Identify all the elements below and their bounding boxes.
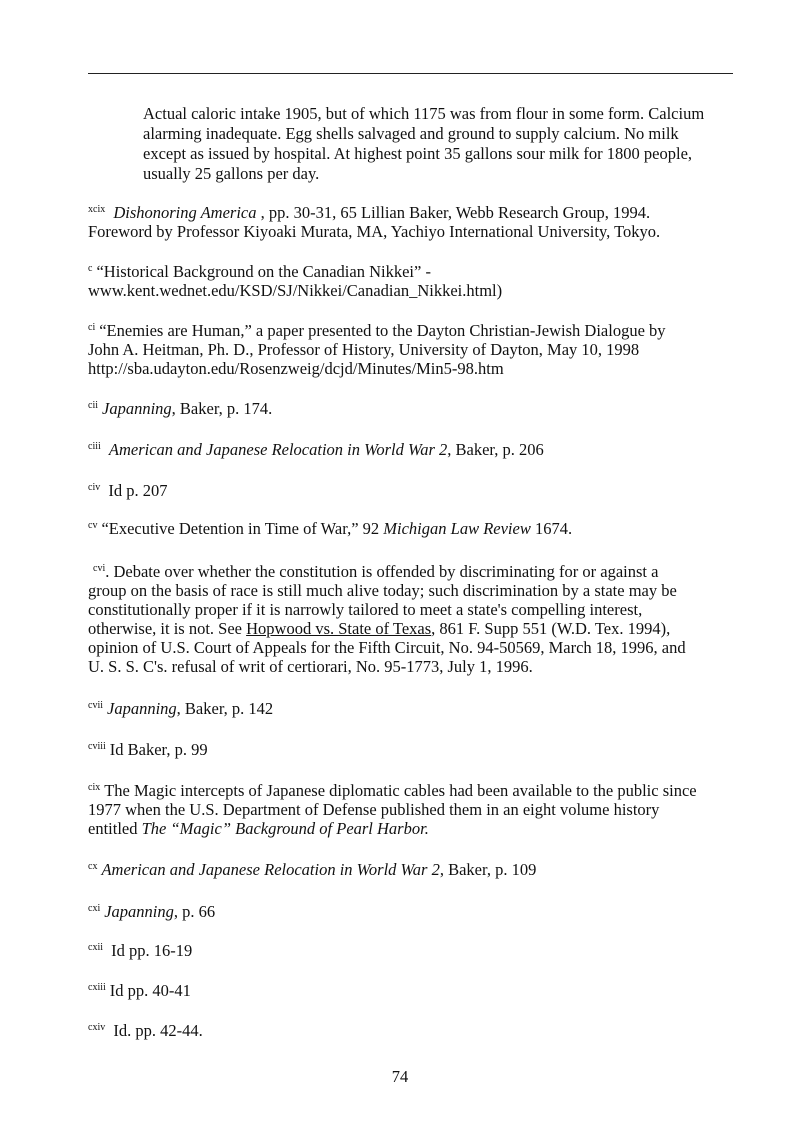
endnote-marker: ciii: [88, 441, 101, 452]
endnote-marker: xcix: [88, 204, 106, 215]
endnote-title: Michigan Law Review: [383, 519, 531, 538]
endnote-cvi: [88, 562, 733, 676]
endnote-text: “Historical Background on the Canadian Nikkei” -: [96, 262, 431, 281]
endnote-text: The Magic intercepts of Japanese diplomatic cables had been available to the public since: [104, 781, 697, 800]
case-citation: Hopwood vs. State of Texas: [246, 619, 432, 638]
endnote-text: 1674.: [530, 519, 573, 538]
endnote-text: opinion of U.S. Court of Appeals for the Fifth Circuit, No. 94-50569, March 18, 1996, and: [88, 638, 686, 657]
endnote-marker: c: [88, 263, 93, 274]
endnote-marker: cxii: [88, 942, 103, 953]
endnote-marker: cv: [88, 520, 98, 531]
endnote-marker: cviii: [88, 741, 106, 752]
endnote-text: otherwise, it is not. See: [88, 619, 247, 638]
endnote-cx: [88, 860, 733, 879]
endnote-text: , Baker, p. 142: [176, 699, 274, 718]
endnote-text: Id Baker, p. 99: [109, 740, 208, 759]
endnote-cxi: [88, 902, 733, 921]
endnote-marker: cvii: [88, 700, 103, 711]
endnote-text: “Executive Detention in Time of War,” 92: [101, 519, 384, 538]
endnote-text: entitled: [88, 819, 142, 838]
endnote-text: 1977 when the U.S. Department of Defense published them in an eight volume history: [88, 800, 660, 819]
endnote-text: “Enemies are Human,” a paper presented to the Dayton Christian-Jewish Dialogue by: [99, 321, 666, 340]
endnote-text: Id pp. 40-41: [109, 981, 191, 1000]
endnote-cix: [88, 781, 733, 838]
endnote-title: The “Magic” Background of Pearl Harbor.: [141, 819, 429, 838]
endnote-marker: cxi: [88, 903, 101, 914]
endnote-title: American and Japanese Relocation in World War 2: [101, 860, 440, 879]
endnote-text: John A. Heitman, Ph. D., Professor of History, University of Dayton, May 10, 1998: [88, 340, 640, 359]
endnote-marker: cxiii: [88, 982, 106, 993]
endnote-civ: [88, 481, 733, 500]
endnote-ci: [88, 321, 733, 378]
endnote-text: Id. pp. 42-44.: [113, 1021, 203, 1040]
endnote-marker: cvi: [93, 563, 106, 574]
endnote-text: . Debate over whether the constitution is offended by discriminating for or against a: [105, 562, 659, 581]
endnote-text: Id p. 207: [108, 481, 168, 500]
endnote-marker: civ: [88, 482, 101, 493]
endnote-cii: [88, 399, 733, 418]
endnote-text: Id pp. 16-19: [111, 941, 193, 960]
endnote-text: , 861 F. Supp 551 (W.D. Tex. 1994),: [431, 619, 671, 638]
endnote-text: , Baker, p. 174.: [171, 399, 273, 418]
endnote-title: Japanning: [104, 902, 174, 921]
endnote-text: U. S. S. C's. refusal of writ of certiorari, No. 95-1773, July 1, 1996.: [88, 657, 533, 676]
endnote-cxii: [88, 941, 733, 960]
endnote-title: Japanning: [107, 699, 177, 718]
endnote-marker: cxiv: [88, 1022, 106, 1033]
endnote-title: Dishonoring America: [113, 203, 257, 222]
endnote-cviii: [88, 740, 733, 759]
endnote-marker: cx: [88, 861, 98, 872]
quote-line: except as issued by hospital. At highest point 35 gallons sour milk for 1800 people,: [143, 144, 693, 163]
endnote-text: , Baker, p. 206: [447, 440, 544, 459]
quote-line: usually 25 gallons per day.: [143, 164, 320, 183]
endnote-title: Japanning: [102, 399, 172, 418]
endnote-title: American and Japanese Relocation in World War 2: [108, 440, 448, 459]
endnote-text: www.kent.wednet.edu/KSD/SJ/Nikkei/Canadian_Nikkei.html): [88, 281, 503, 300]
endnote-text: , pp. 30-31, 65 Lillian Baker, Webb Research Group, 1994.: [256, 203, 651, 222]
endnote-marker: cix: [88, 782, 101, 793]
endnote-text: Foreword by Professor Kiyoaki Murata, MA, Yachiyo International University, Tokyo.: [88, 222, 661, 241]
endnote-url: http://sba.udayton.edu/Rosenzweig/dcjd/Minutes/Min5-98.htm: [88, 359, 504, 378]
endnote-ciii: [88, 440, 733, 459]
endnote-text: constitutionally proper if it is narrowly tailored to meet a state's compelling interest,: [88, 600, 643, 619]
quote-line: Actual caloric intake 1905, but of which 1175 was from flour in some form. Calcium: [143, 104, 705, 123]
endnote-marker: ci: [88, 322, 96, 333]
endnote-cv: [88, 519, 733, 538]
top-rule: [88, 73, 733, 74]
endnote-text: group on the basis of race is still much alive today; such discrimination by a state may be: [88, 581, 677, 600]
endnote-cvii: [88, 699, 733, 718]
quote-line: alarming inadequate. Egg shells salvaged and ground to supply calcium. No milk: [143, 124, 679, 143]
endnote-xcix: [88, 203, 733, 241]
quoted-passage: [143, 104, 733, 184]
endnote-c: [88, 262, 733, 300]
endnote-text: , Baker, p. 109: [439, 860, 537, 879]
endnote-cxiii: [88, 981, 733, 1000]
endnote-cxiv: [88, 1021, 733, 1040]
endnote-marker: cii: [88, 400, 98, 411]
endnote-text: , p. 66: [173, 902, 216, 921]
page-number: 74: [391, 1067, 409, 1086]
